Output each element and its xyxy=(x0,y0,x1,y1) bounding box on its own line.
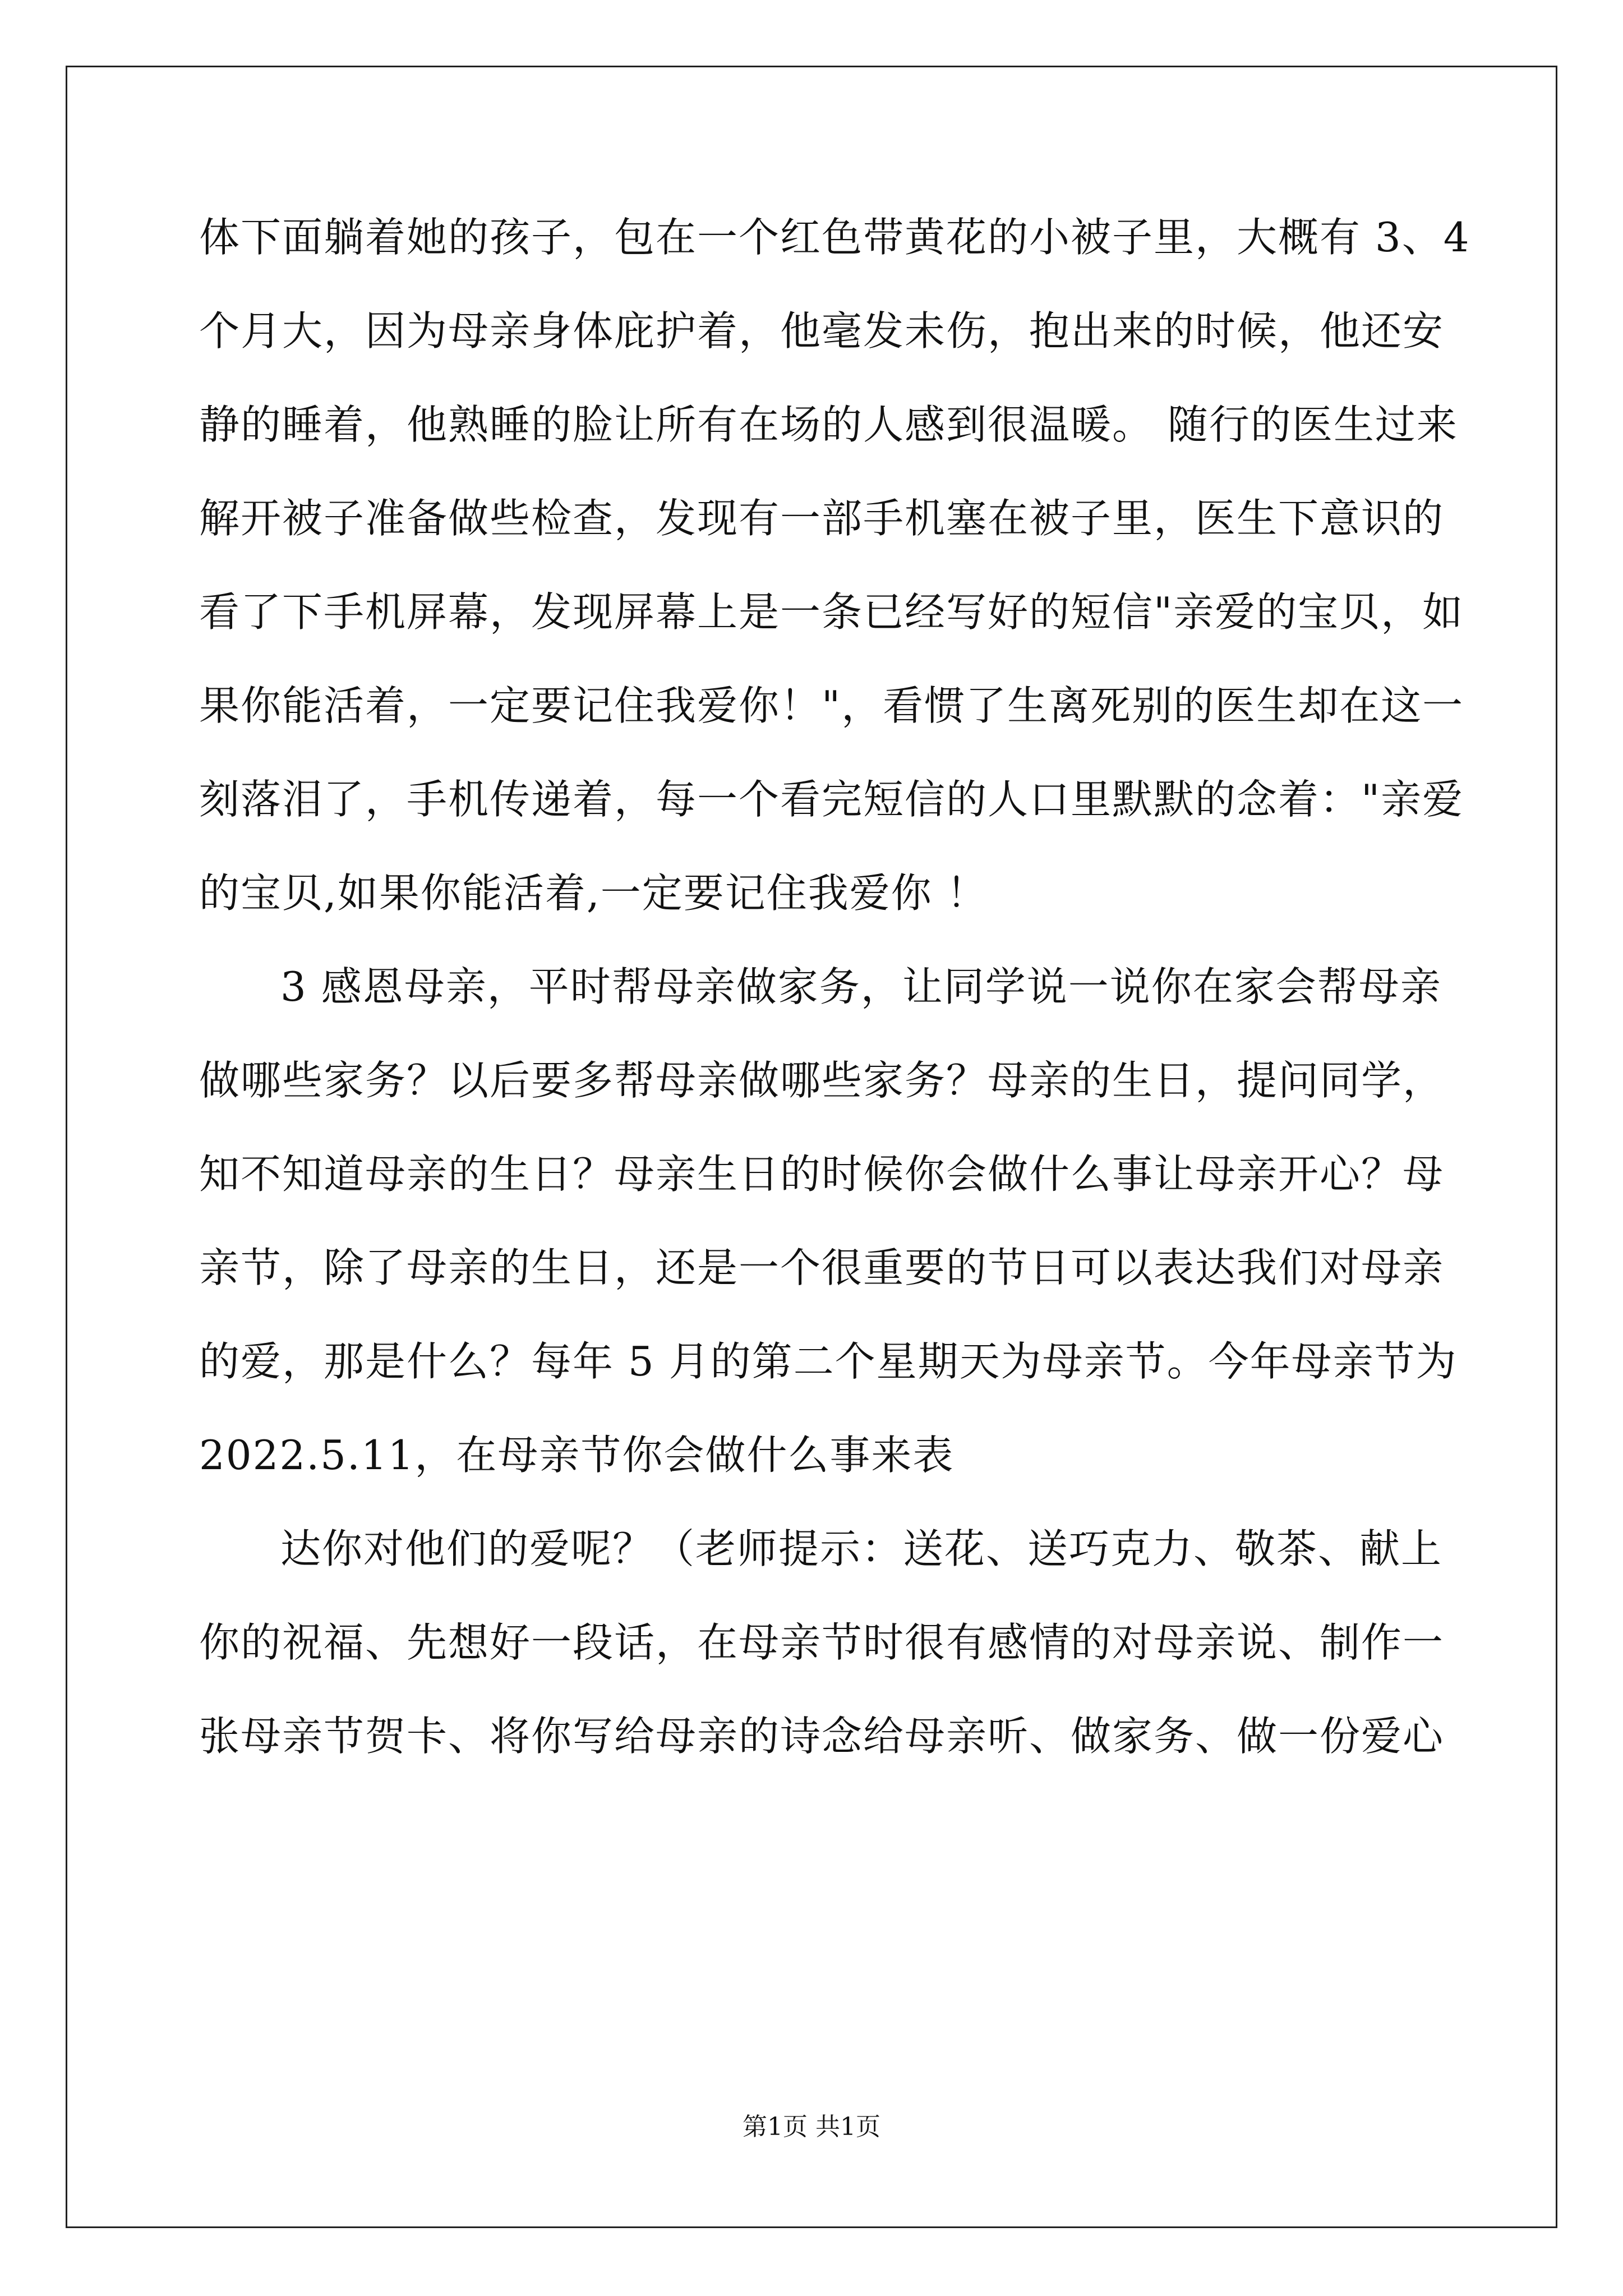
text-line: 静的睡着，他熟睡的脸让所有在场的人感到很温暖。 随行的医生过来 xyxy=(199,401,1458,448)
text-line: 张母亲节贺卡、将你写给母亲的诗念给母亲听、做家务、做一份爱心 xyxy=(199,1713,1445,1760)
page-border xyxy=(66,66,1557,2228)
text-line: 果你能活着，一定要记住我爱你！"，看惯了生离死别的医生却在这一 xyxy=(199,682,1464,729)
paragraph-start-line: 3 感恩母亲，平时帮母亲做家务，让同学说一说你在家会帮母亲 xyxy=(280,963,1442,1010)
text-line: 体下面躺着她的孩子，包在一个红色带黄花的小被子里，大概有 3、4 xyxy=(199,214,1470,261)
text-line: 个月大，因为母亲身体庇护着，他毫发未伤，抱出来的时候，他还安 xyxy=(199,307,1445,355)
text-line: 2022.5.11，在母亲节你会做什么事来表 xyxy=(199,1432,955,1479)
text-line: 看了下手机屏幕，发现屏幕上是一条已经写好的短信"亲爱的宝贝，如 xyxy=(199,588,1464,636)
paragraph-start-line: 达你对他们的爱呢？（老师提示：送花、送巧克力、敬茶、献上 xyxy=(280,1525,1443,1572)
page-footer: 第1页 共1页 xyxy=(743,2113,880,2141)
text-line: 亲节，除了母亲的生日，还是一个很重要的节日可以表达我们对母亲 xyxy=(199,1244,1445,1291)
text-line: 的宝贝,如果你能活着,一定要记住我爱你 ！ xyxy=(199,869,988,917)
text-line: 你的祝福、先想好一段话，在母亲节时很有感情的对母亲说、制作一 xyxy=(199,1619,1445,1666)
text-line: 刻落泪了，手机传递着，每一个看完短信的人口里默默的念着："亲爱 xyxy=(199,776,1464,823)
text-line: 知不知道母亲的生日？母亲生日的时候你会做什么事让母亲开心？母 xyxy=(199,1151,1445,1198)
text-line: 解开被子准备做些检查，发现有一部手机塞在被子里，医生下意识的 xyxy=(199,495,1445,542)
text-line: 的爱，那是什么？每年 5 月的第二个星期天为母亲节。今年母亲节为 xyxy=(199,1338,1458,1385)
text-line: 做哪些家务？以后要多帮母亲做哪些家务？母亲的生日，提问同学， xyxy=(199,1057,1445,1104)
